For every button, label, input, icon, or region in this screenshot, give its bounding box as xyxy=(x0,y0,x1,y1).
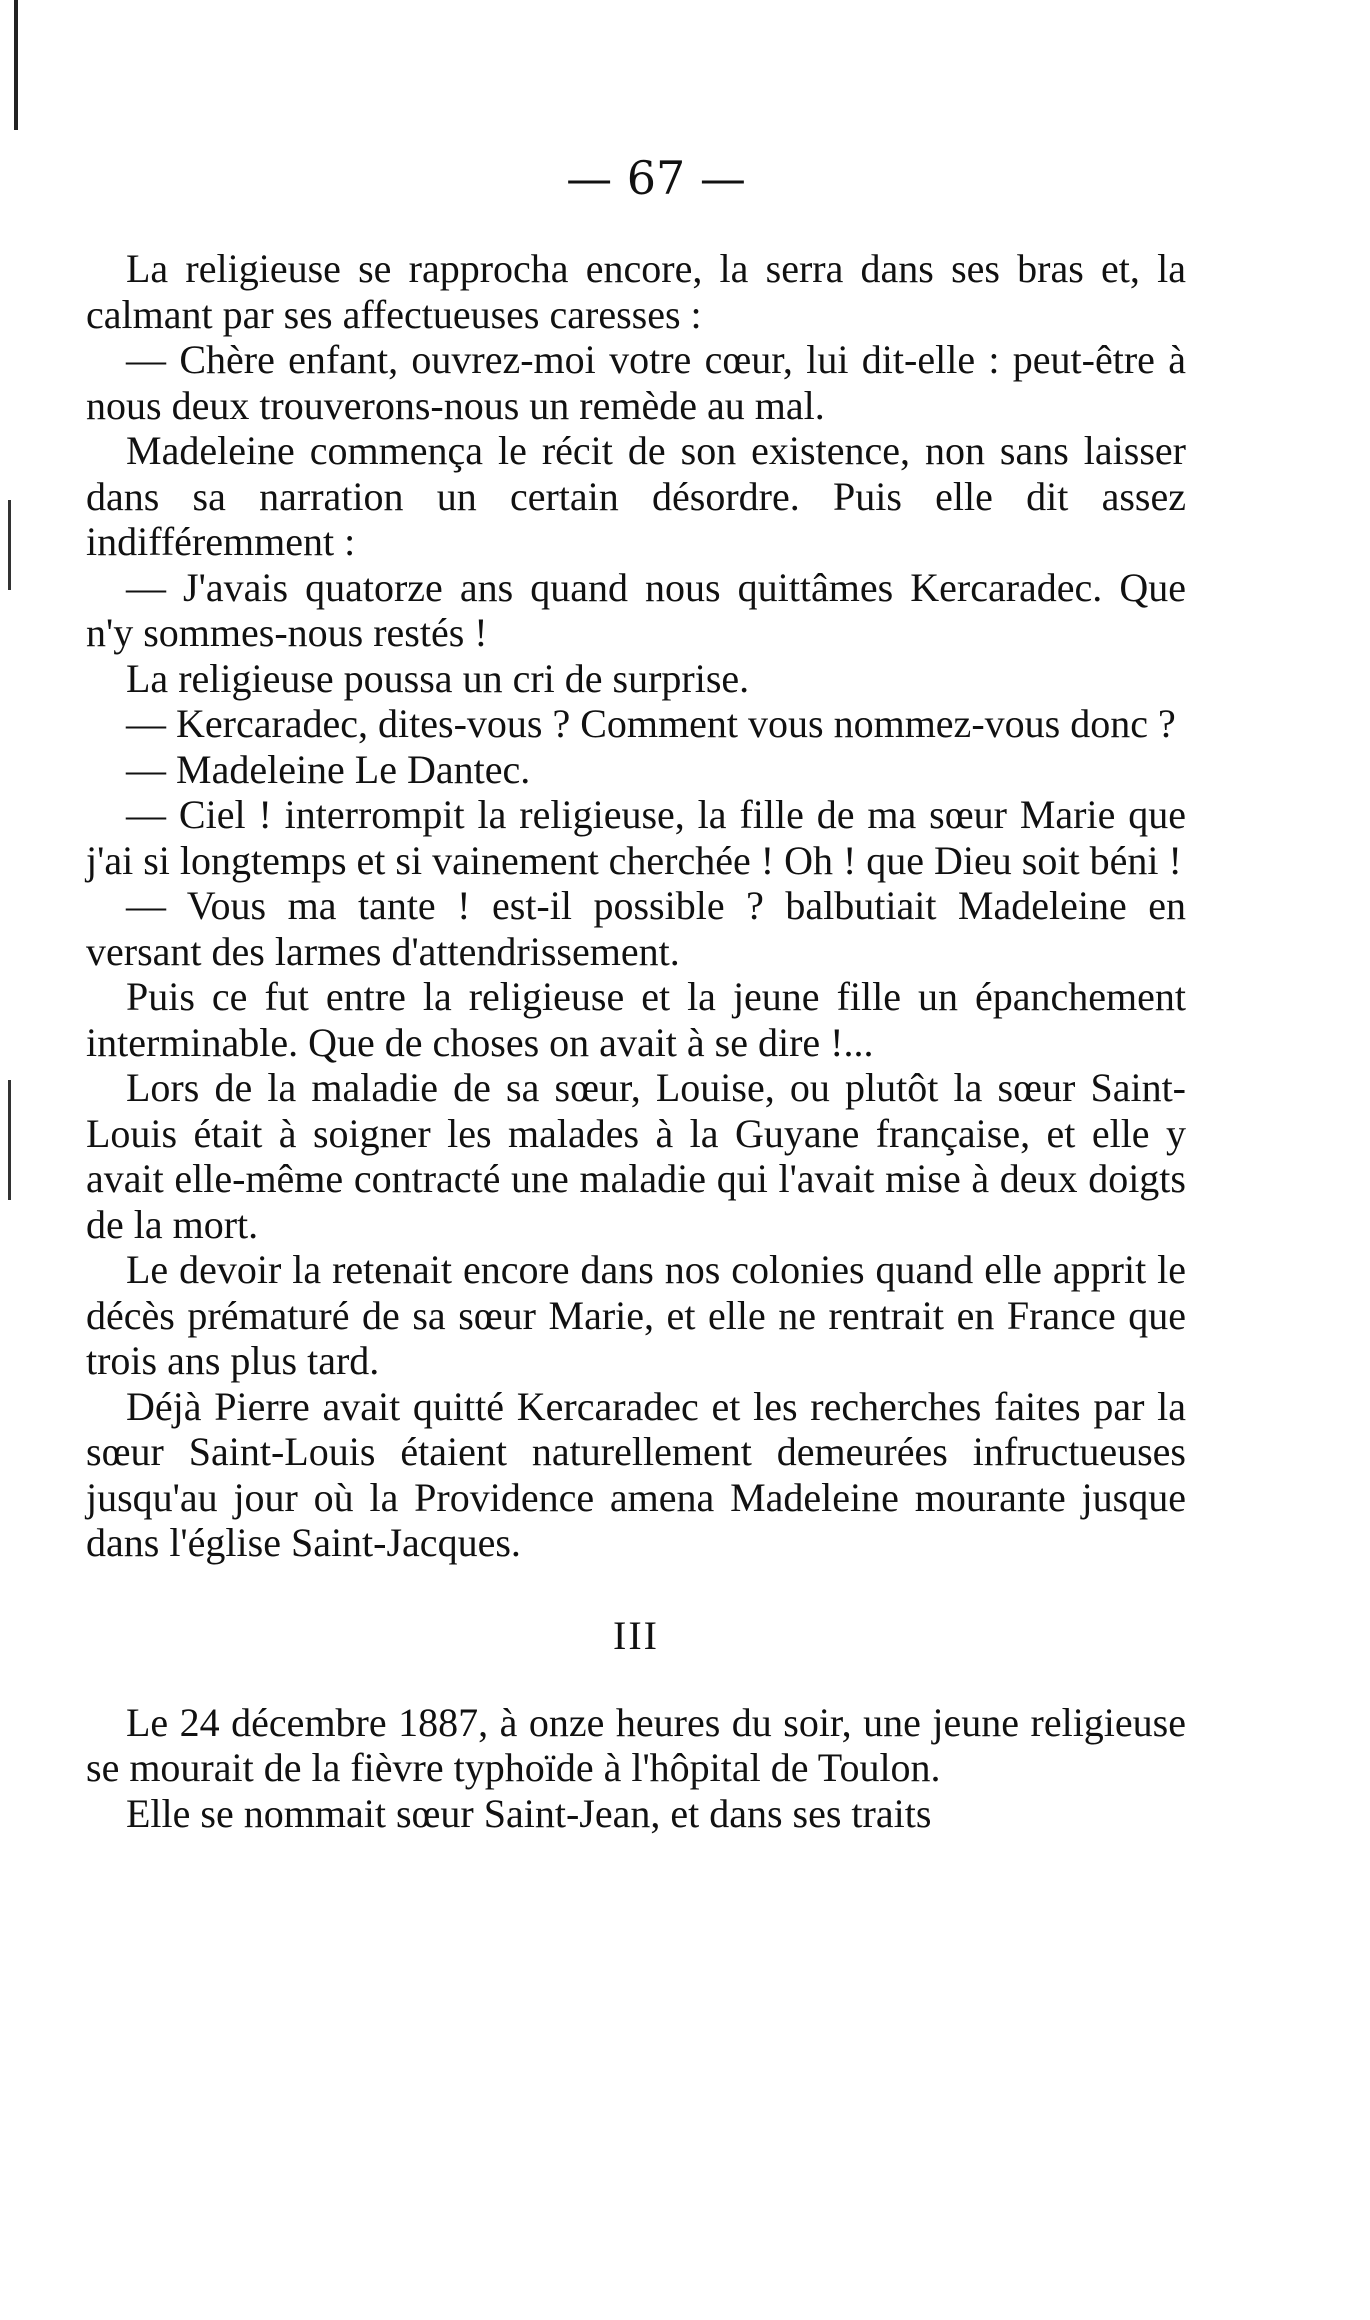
paragraph: Madeleine commença le récit de son existence, non sans laisser dans sa narration un certain désordre. Puis elle dit assez indifféremment : xyxy=(86,428,1186,564)
margin-mark xyxy=(8,500,11,590)
paragraph: Le 24 décembre 1887, à onze heures du soir, une jeune religieuse se mourait de la fièvre typhoïde à l'hôpital de Toulon. xyxy=(86,1699,1186,1790)
body-text-after xyxy=(86,1700,1186,1837)
paragraph: — Vous ma tante ! est-il possible ? balbutiait Madeleine en versant des larmes d'attendrissement. xyxy=(86,883,1186,974)
paragraph: Déjà Pierre avait quitté Kercaradec et les recherches faites par la sœur Saint-Louis étaient naturellement demeurées infructueuses jusqu'au jour où la Providence amena Madeleine mourante jusque dans l'église Saint-Jacques. xyxy=(86,1383,1186,1565)
section-heading: III xyxy=(613,1612,659,1658)
paragraph: — J'avais quatorze ans quand nous quittâmes Kercaradec. Que n'y sommes-nous restés ! xyxy=(86,564,1186,655)
paragraph: La religieuse se rapprocha encore, la serra dans ses bras et, la calmant par ses affectueuses caresses : xyxy=(86,246,1186,337)
paragraph: — Kercaradec, dites-vous ? Comment vous nommez-vous donc ? xyxy=(126,701,1176,746)
paragraph: — Chère enfant, ouvrez-moi votre cœur, lui dit-elle : peut-être à nous deux trouverons-nous un remède au mal. xyxy=(86,337,1186,428)
binding-edge-line xyxy=(14,0,18,130)
paragraph: La religieuse poussa un cri de surprise. xyxy=(126,655,750,701)
book-page xyxy=(86,150,1186,1836)
page-number: — 67 — xyxy=(566,151,746,205)
paragraph: Elle se nommait sœur Saint-Jean, et dans ses traits xyxy=(126,1790,932,1836)
paragraph: Le devoir la retenait encore dans nos colonies quand elle apprit le décès prématuré de sa sœur Marie, et elle ne rentrait en France que trois ans plus tard. xyxy=(86,1247,1186,1383)
paragraph: Puis ce fut entre la religieuse et la jeune fille un épanchement interminable. Que de choses on avait à se dire !... xyxy=(86,974,1186,1065)
paragraph: — Madeleine Le Dantec. xyxy=(126,746,531,792)
paragraph: Lors de la maladie de sa sœur, Louise, ou plutôt la sœur Saint-Louis était à soigner les malades à la Guyane française, et elle y avait elle-même contracté une maladie qui l'avait mise à deux doigts de la mort. xyxy=(86,1065,1186,1247)
margin-mark xyxy=(8,1080,11,1200)
paragraph: — Ciel ! interrompit la religieuse, la fille de ma sœur Marie que j'ai si longtemps et si vainement cherchée ! Oh ! que Dieu soit béni ! xyxy=(86,792,1186,883)
body-text-before xyxy=(86,246,1186,1566)
